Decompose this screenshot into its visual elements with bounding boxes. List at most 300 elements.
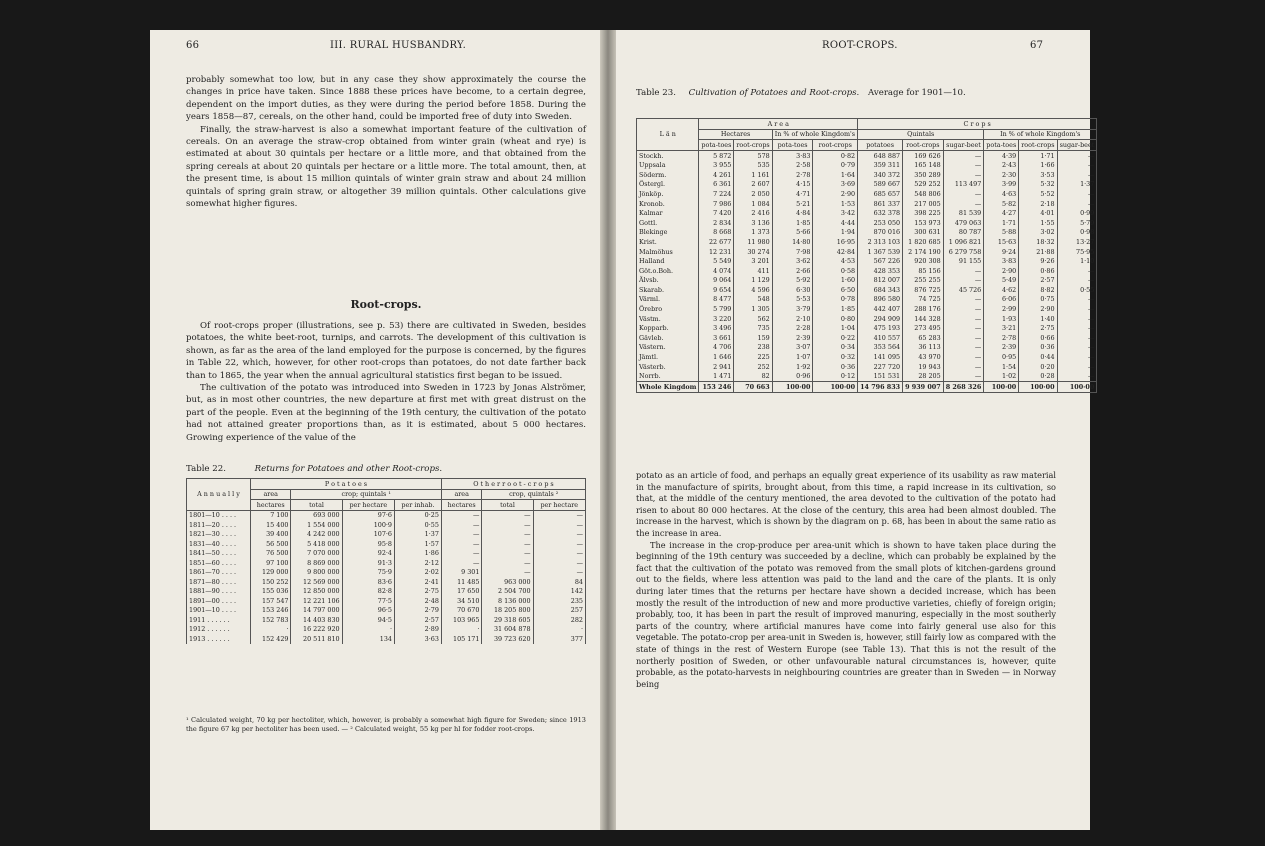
- table-cell: 1·66: [1019, 160, 1057, 170]
- row-lan: Skarab.: [637, 285, 699, 295]
- table22-body: [187, 510, 586, 644]
- table-cell: 1·37: [395, 530, 442, 540]
- table23: [636, 118, 1097, 393]
- table-cell: 16 222 920: [291, 625, 342, 635]
- table-cell: 2·66: [772, 266, 813, 276]
- table-cell: 31 604 878: [482, 625, 533, 635]
- table-cell: 2·43: [984, 160, 1019, 170]
- table23-label: Table 23.: [636, 88, 676, 98]
- table-cell: 5·79: [1057, 218, 1097, 228]
- table-cell: —: [943, 333, 984, 343]
- table-cell: 235: [533, 596, 585, 606]
- table-cell: —: [1057, 333, 1097, 343]
- table-cell: 4 596: [734, 285, 772, 295]
- table-cell: 3·21: [984, 323, 1019, 333]
- table-cell: 96·5: [342, 606, 394, 616]
- table-cell: 9 654: [699, 285, 734, 295]
- table-cell: 7 986: [699, 199, 734, 209]
- table-cell: 2·48: [395, 596, 442, 606]
- table-cell: 12 569 000: [291, 577, 342, 587]
- row-lan: Göt.o.Boh.: [637, 266, 699, 276]
- table-cell: 8·82: [1019, 285, 1057, 295]
- table-cell: 91·3: [342, 558, 394, 568]
- table-cell: 9 800 000: [291, 568, 342, 578]
- row-lan: Gottl.: [637, 218, 699, 228]
- table-cell: 7 224: [699, 189, 734, 199]
- table-cell: 1 084: [734, 199, 772, 209]
- table-cell: 5·21: [772, 199, 813, 209]
- table-cell: —: [441, 530, 482, 540]
- row-lan: Västerb.: [637, 362, 699, 372]
- table-cell: 4·63: [984, 189, 1019, 199]
- row-lan: Gävleb.: [637, 333, 699, 343]
- table-cell: 1·57: [395, 539, 442, 549]
- table-row: [187, 558, 586, 568]
- table-cell: —: [943, 343, 984, 353]
- table-cell: 3·53: [1019, 170, 1057, 180]
- table-cell: 75·9: [342, 568, 394, 578]
- table-cell: 2·12: [395, 558, 442, 568]
- table-cell: 97·6: [342, 510, 394, 520]
- row-lan: Norrb.: [637, 371, 699, 381]
- table-cell: 1·64: [813, 170, 858, 180]
- table-cell: —: [533, 530, 585, 540]
- crop-header: crop, quintals ²: [482, 489, 586, 500]
- table-cell: 1 373: [734, 228, 772, 238]
- row-lan: Uppsala: [637, 160, 699, 170]
- row-period: 1912 . . . . . .: [187, 625, 251, 635]
- table-cell: 0·75: [1019, 295, 1057, 305]
- row-period: 1911 . . . . . .: [187, 615, 251, 625]
- table-cell: 0·78: [813, 295, 858, 305]
- area-header: area: [441, 489, 482, 500]
- table-cell: 15 400: [250, 520, 291, 530]
- row-lan: Jönköp.: [637, 189, 699, 199]
- table-cell: —: [1057, 295, 1097, 305]
- table-cell: 8 136 000: [482, 596, 533, 606]
- table-cell: 2·30: [984, 170, 1019, 180]
- table-cell: 39 723 620: [482, 634, 533, 644]
- table-cell: 91 155: [943, 256, 984, 266]
- table-cell: 4·62: [984, 285, 1019, 295]
- table-cell: —: [441, 549, 482, 559]
- total-cell: 153 246: [699, 382, 734, 393]
- table-row: [637, 160, 1097, 170]
- table-row: [187, 530, 586, 540]
- table-cell: 535: [734, 160, 772, 170]
- table-cell: —: [1057, 304, 1097, 314]
- table-cell: 4 706: [699, 343, 734, 353]
- table23-subtitle: Average for 1901—10.: [868, 88, 966, 98]
- table-cell: 2·90: [813, 189, 858, 199]
- left-running-head: III. RURAL HUSBANDRY.: [330, 40, 467, 51]
- table-cell: 29 318 605: [482, 615, 533, 625]
- table-row: [187, 549, 586, 559]
- table-cell: 2·89: [395, 625, 442, 635]
- table-cell: —: [943, 323, 984, 333]
- table-cell: —: [482, 510, 533, 520]
- table-cell: 80 787: [943, 228, 984, 238]
- table23-title: Cultivation of Potatoes and Root-crops.: [688, 88, 860, 98]
- row-lan: Blekinge: [637, 228, 699, 238]
- table-row: [637, 304, 1097, 314]
- row-period: 1841—50 . . . .: [187, 549, 251, 559]
- table-cell: 578: [734, 150, 772, 160]
- total-cell: 8 268 326: [943, 382, 984, 393]
- table-cell: 0·66: [1019, 333, 1057, 343]
- table-cell: 1·60: [813, 276, 858, 286]
- crops-header: C r o p s: [858, 119, 1097, 130]
- potatoes-col: potatoes: [858, 140, 903, 151]
- left-page-number: 66: [186, 40, 200, 51]
- table-cell: 7·98: [772, 247, 813, 257]
- table-cell: 21·88: [1019, 247, 1057, 257]
- table-cell: 4·84: [772, 208, 813, 218]
- rootcrops-col: root-crops: [903, 140, 944, 151]
- table-cell: 3·63: [395, 634, 442, 644]
- table-cell: 5·49: [984, 276, 1019, 286]
- table-cell: —: [533, 510, 585, 520]
- table22-caption: [186, 464, 442, 474]
- table-cell: 3·02: [1019, 228, 1057, 238]
- table-cell: 282: [533, 615, 585, 625]
- table-cell: 353 564: [858, 343, 903, 353]
- table-cell: 7 420: [699, 208, 734, 218]
- table-cell: 2 313 103: [858, 237, 903, 247]
- pct-kingdom-header: In % of whole Kingdom's: [772, 129, 857, 140]
- table-cell: 81 539: [943, 208, 984, 218]
- table-cell: 3 220: [699, 314, 734, 324]
- table-cell: 14·80: [772, 237, 813, 247]
- table-cell: 6·06: [984, 295, 1019, 305]
- table-cell: 398 225: [903, 208, 944, 218]
- table-cell: 159: [734, 333, 772, 343]
- table-cell: 5 799: [699, 304, 734, 314]
- table-cell: 225: [734, 352, 772, 362]
- table-cell: 2·90: [1019, 304, 1057, 314]
- table-cell: 1 471: [699, 371, 734, 381]
- table-cell: 3 201: [734, 256, 772, 266]
- table-cell: 2 050: [734, 189, 772, 199]
- table23-body: [637, 150, 1097, 392]
- table-cell: 2 607: [734, 180, 772, 190]
- row-period: 1881—90 . . . .: [187, 587, 251, 597]
- row-period: 1913 . . . . . .: [187, 634, 251, 644]
- table-cell: 3·83: [984, 256, 1019, 266]
- table-cell: —: [943, 199, 984, 209]
- table-row: [637, 276, 1097, 286]
- table-cell: 17 650: [441, 587, 482, 597]
- row-period: 1891—00 . . . .: [187, 596, 251, 606]
- table-cell: —: [943, 276, 984, 286]
- table-cell: 14 403 830: [291, 615, 342, 625]
- table-row: [637, 343, 1097, 353]
- rootcrops-col: root-crops: [734, 140, 772, 151]
- table-cell: 0·32: [813, 352, 858, 362]
- table-cell: 1·93: [984, 314, 1019, 324]
- table-cell: 19 943: [903, 362, 944, 372]
- table-cell: 1·54: [984, 362, 1019, 372]
- table-cell: 76 500: [250, 549, 291, 559]
- section-title: Root-crops.: [350, 298, 422, 311]
- table-cell: —: [943, 150, 984, 160]
- table-row: [637, 256, 1097, 266]
- row-lan: Värml.: [637, 295, 699, 305]
- table-cell: 107·6: [342, 530, 394, 540]
- table-cell: 861 337: [858, 199, 903, 209]
- table-cell: 141 095: [858, 352, 903, 362]
- total-cell: 100·00: [984, 382, 1019, 393]
- table-row: [637, 266, 1097, 276]
- table-cell: 340 372: [858, 170, 903, 180]
- table22-title: Returns for Potatoes and other Root-crops.: [254, 464, 443, 474]
- table-cell: 350 289: [903, 170, 944, 180]
- table-cell: 0·58: [813, 266, 858, 276]
- table-cell: —: [1057, 371, 1097, 381]
- table-cell: 11 980: [734, 237, 772, 247]
- table-cell: 475 193: [858, 323, 903, 333]
- table-row: [637, 150, 1097, 160]
- table-cell: 1·94: [813, 228, 858, 238]
- table-cell: —: [1057, 343, 1097, 353]
- table-cell: 6 279 758: [943, 247, 984, 257]
- table-cell: 82: [734, 371, 772, 381]
- paragraph: Of root-crops proper (illustrations, see p. 53) there are cultivated in Sweden, besides potatoes, the white beet-root, turnips, and carrots. The development of this cultivation is shown, as far as the area of the land employed for the purpose is concerned, by the figures in Table 22, which, however, for other root-crops than potatoes, do not date farther back than to 1865, the year when the annual agricultural statistics first began to be issued.: [186, 321, 586, 381]
- table-cell: 142: [533, 587, 585, 597]
- row-lan: Västm.: [637, 314, 699, 324]
- lan-header: L ä n: [637, 119, 699, 151]
- table-cell: 2 504 700: [482, 587, 533, 597]
- table-cell: 42·84: [813, 247, 858, 257]
- row-period: 1861—70 . . . .: [187, 568, 251, 578]
- table-cell: 84: [533, 577, 585, 587]
- right-body-text: [636, 470, 1056, 690]
- table-cell: 0·82: [813, 150, 858, 160]
- table-cell: 153 246: [250, 606, 291, 616]
- table-cell: 3·83: [772, 150, 813, 160]
- table-cell: 2 416: [734, 208, 772, 218]
- table-cell: 39 400: [250, 530, 291, 540]
- table-cell: 1 129: [734, 276, 772, 286]
- table-cell: 0·36: [813, 362, 858, 372]
- table-row: [187, 539, 586, 549]
- total-cell: 100·00: [813, 382, 858, 393]
- table-cell: 5·92: [772, 276, 813, 286]
- table-cell: 2·39: [772, 333, 813, 343]
- table-cell: 85 156: [903, 266, 944, 276]
- table-cell: 2·18: [1019, 199, 1057, 209]
- total-row: [637, 382, 1097, 393]
- table-cell: 2·57: [1019, 276, 1057, 286]
- table-cell: 13·27: [1057, 237, 1097, 247]
- table-cell: 0·55: [1057, 285, 1097, 295]
- row-lan: Kalmar: [637, 208, 699, 218]
- table-cell: 4 261: [699, 170, 734, 180]
- table-cell: 3·07: [772, 343, 813, 353]
- table-cell: —: [943, 189, 984, 199]
- row-lan: Söderm.: [637, 170, 699, 180]
- table-row: [637, 371, 1097, 381]
- table-row: [187, 634, 586, 644]
- table-cell: —: [1057, 362, 1097, 372]
- table-cell: 0·20: [1019, 362, 1057, 372]
- table-cell: ·: [533, 625, 585, 635]
- table-cell: 18·32: [1019, 237, 1057, 247]
- table-cell: 14 797 000: [291, 606, 342, 616]
- table23-container: [636, 118, 1095, 460]
- table-cell: 870 016: [858, 228, 903, 238]
- table-cell: 2·57: [395, 615, 442, 625]
- table-cell: —: [1057, 199, 1097, 209]
- table-cell: 1·53: [813, 199, 858, 209]
- total-label: Whole Kingdom: [637, 382, 699, 393]
- table-cell: —: [1057, 189, 1097, 199]
- table-cell: 253 050: [858, 218, 903, 228]
- table-cell: 1·85: [813, 304, 858, 314]
- table-cell: —: [943, 295, 984, 305]
- table-cell: 34 510: [441, 596, 482, 606]
- table-cell: 0·80: [813, 314, 858, 324]
- table-cell: 5·53: [772, 295, 813, 305]
- table-row: [187, 596, 586, 606]
- table-cell: 2·10: [772, 314, 813, 324]
- table-cell: 0·44: [1019, 352, 1057, 362]
- paragraph: Finally, the straw-harvest is also a somewhat important feature of the cultivation of cereals. On an average the straw-crop obtained from winter grain (wheat and rye) is estimated at about 30 quintals per hectare or a little more, and that obtained from the spring cereals at about 20 quintals per hectare or a little more. The total amount, then, at the present time, is about 15 million quintals of winter grain straw and about 24 million quintals of spring grain straw, or altogether 39 million quintals. Other calculations give somewhat higher figures.: [186, 124, 586, 210]
- table-cell: 4·15: [772, 180, 813, 190]
- table-cell: 1·02: [984, 371, 1019, 381]
- table-cell: 411: [734, 266, 772, 276]
- table-cell: 0·12: [813, 371, 858, 381]
- table-cell: 0·96: [772, 371, 813, 381]
- table-cell: 2 834: [699, 218, 734, 228]
- table-cell: 1·71: [1019, 150, 1057, 160]
- table-cell: 9·26: [1019, 256, 1057, 266]
- table-cell: 4·53: [813, 256, 858, 266]
- table-cell: 548 806: [903, 189, 944, 199]
- table-cell: —: [482, 568, 533, 578]
- table-row: [637, 237, 1097, 247]
- total-cell: 100·00: [1019, 382, 1057, 393]
- table-cell: 144 328: [903, 314, 944, 324]
- table-cell: 75·95: [1057, 247, 1097, 257]
- table-cell: 6·50: [813, 285, 858, 295]
- table-cell: 2·02: [395, 568, 442, 578]
- table-cell: —: [482, 558, 533, 568]
- table-cell: 567 226: [858, 256, 903, 266]
- row-lan: Kopparb.: [637, 323, 699, 333]
- table-row: [187, 510, 586, 520]
- table-cell: —: [1057, 266, 1097, 276]
- per-hectare-header: per hectare: [342, 500, 394, 511]
- table-cell: —: [482, 520, 533, 530]
- table-cell: 589 667: [858, 180, 903, 190]
- table-cell: 82·8: [342, 587, 394, 597]
- table-cell: 5 549: [699, 256, 734, 266]
- table-cell: 2·28: [772, 323, 813, 333]
- table-cell: ·: [250, 625, 291, 635]
- table-cell: 3·42: [813, 208, 858, 218]
- table-cell: —: [533, 558, 585, 568]
- table-cell: 28 205: [903, 371, 944, 381]
- table-row: [637, 362, 1097, 372]
- table-cell: 359 311: [858, 160, 903, 170]
- table-cell: —: [441, 539, 482, 549]
- right-page-number: 67: [1030, 40, 1044, 51]
- table-cell: 812 007: [858, 276, 903, 286]
- table-cell: 548: [734, 295, 772, 305]
- table-cell: 479 063: [943, 218, 984, 228]
- annually-header: A n n u a l l y: [187, 479, 251, 511]
- table-cell: —: [943, 314, 984, 324]
- table-cell: 255 255: [903, 276, 944, 286]
- table-cell: —: [943, 304, 984, 314]
- table-row: [637, 170, 1097, 180]
- table-cell: 0·36: [1019, 343, 1057, 353]
- table-cell: 2 941: [699, 362, 734, 372]
- table-cell: 1 096 821: [943, 237, 984, 247]
- table-cell: 77·5: [342, 596, 394, 606]
- table-row: [637, 218, 1097, 228]
- table-cell: 1·37: [1057, 180, 1097, 190]
- table-cell: 3·69: [813, 180, 858, 190]
- table-cell: 5·32: [1019, 180, 1057, 190]
- pct-kingdom-header: In % of whole Kingdom's: [984, 129, 1097, 140]
- table-row: [637, 180, 1097, 190]
- table-cell: 15·63: [984, 237, 1019, 247]
- table-cell: 152 783: [250, 615, 291, 625]
- table-cell: 2·58: [772, 160, 813, 170]
- paragraph: potato as an article of food, and perhaps an equally great experience of its usability as raw material in the manufacture of spirits, brought about, from this time, a rapid increase in its cultivation, so that, at the middle of the century mentioned, the area devoted to the cultivation of the potato had risen to about 80 000 hectares. At the close of the century, this area had been almost doubled. The increase in the harvest, which is shown by the diagram on p. 68, has been in about the same ratio as the increase in area.: [636, 470, 1056, 538]
- table-cell: 227 720: [858, 362, 903, 372]
- table-cell: 30 274: [734, 247, 772, 257]
- row-lan: Älvsb.: [637, 276, 699, 286]
- table-cell: 3 661: [699, 333, 734, 343]
- table-cell: 155 036: [250, 587, 291, 597]
- table-cell: 294 909: [858, 314, 903, 324]
- table-cell: 0·22: [813, 333, 858, 343]
- table-cell: 442 407: [858, 304, 903, 314]
- table-row: [637, 333, 1097, 343]
- table-cell: 648 887: [858, 150, 903, 160]
- table-cell: 529 252: [903, 180, 944, 190]
- book-gutter: [600, 30, 616, 830]
- table-cell: 1·07: [772, 352, 813, 362]
- right-running-head: ROOT-CROPS.: [822, 40, 898, 51]
- table-cell: 1·92: [772, 362, 813, 372]
- hectares-header: hectares: [441, 500, 482, 511]
- total-cell: 70 663: [734, 382, 772, 393]
- row-period: 1801—10 . . . .: [187, 510, 251, 520]
- table-cell: —: [943, 362, 984, 372]
- potatoes-col: pota-toes: [699, 140, 734, 151]
- total-header: total: [482, 500, 533, 511]
- rootcrops-col: root-crops: [1019, 140, 1057, 151]
- table-cell: —: [533, 549, 585, 559]
- table-cell: —: [533, 568, 585, 578]
- paragraph: probably somewhat too low, but in any case they show approximately the course the changes in price have taken. Since 1888 these prices have become, to a certain degree, dependent on the import duties, as they were during the period before 1858. During the years 1858—87, cereals, on the other hand, could be imported free of duty into Sweden.: [186, 75, 586, 123]
- table-cell: 1·55: [1019, 218, 1057, 228]
- sugarbeet-col: sugar-beet: [943, 140, 984, 151]
- total-cell: 100·00: [1057, 382, 1097, 393]
- table-cell: 157 547: [250, 596, 291, 606]
- table-cell: 5·66: [772, 228, 813, 238]
- table-cell: 693 000: [291, 510, 342, 520]
- row-lan: Kronob.: [637, 199, 699, 209]
- table-cell: 9 301: [441, 568, 482, 578]
- table-cell: 134: [342, 634, 394, 644]
- table-cell: 152 429: [250, 634, 291, 644]
- table-row: [637, 199, 1097, 209]
